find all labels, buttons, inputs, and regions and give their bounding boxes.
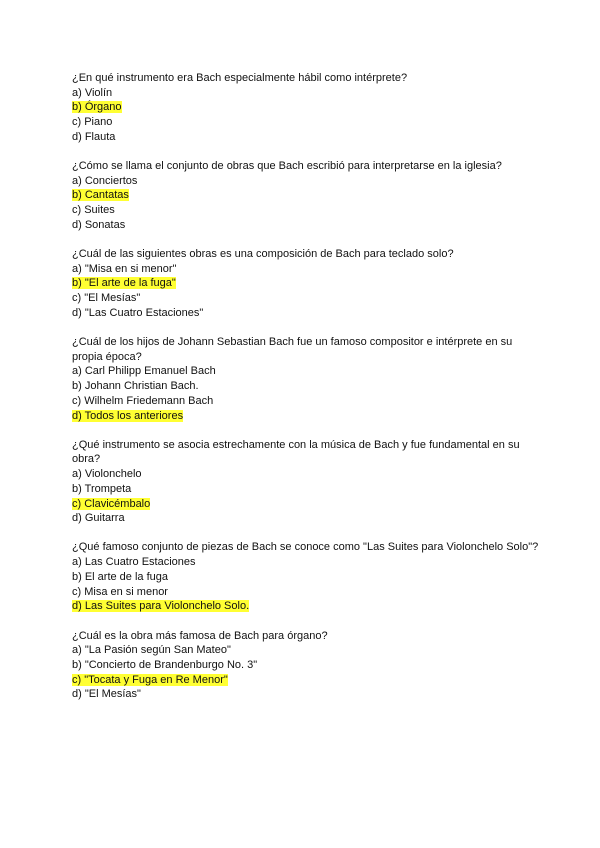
question-text: ¿En qué instrumento era Bach especialmente hábil como intérprete? (72, 72, 408, 84)
highlighted-answer: d) Las Suites para Violonchelo Solo. (72, 600, 250, 613)
question-block (72, 629, 540, 703)
option-text: d) Guitarra (72, 512, 125, 525)
option-text: b) El arte de la fuga (72, 570, 169, 583)
question-block (72, 438, 540, 526)
answer-option (72, 115, 540, 130)
answer-option (72, 570, 540, 585)
answer-option (72, 203, 540, 218)
answer-option (72, 643, 540, 658)
option-text: d) Flauta (72, 130, 116, 143)
answer-option (72, 364, 540, 379)
answer-option (72, 467, 540, 482)
answer-option (72, 218, 540, 233)
highlighted-answer: d) Todos los anteriores (72, 409, 184, 422)
highlighted-answer: b) Cantatas (72, 189, 129, 202)
question-block (72, 335, 540, 423)
answer-option-correct (72, 673, 540, 688)
option-text: b) Trompeta (72, 482, 132, 495)
option-text: d) Sonatas (72, 218, 126, 231)
option-text: c) Wilhelm Friedemann Bach (72, 394, 214, 407)
answer-option (72, 511, 540, 526)
option-text: a) Violín (72, 86, 113, 99)
question-block (72, 159, 540, 233)
answer-option (72, 585, 540, 600)
answer-option (72, 306, 540, 321)
answer-option (72, 86, 540, 101)
highlighted-answer: b) Órgano (72, 101, 122, 114)
question-block (72, 540, 540, 614)
question-text: ¿Cómo se llama el conjunto de obras que Bach escribió para interpretarse en la iglesia? (72, 160, 502, 173)
option-text: a) Conciertos (72, 174, 138, 187)
option-text: c) "El Mesías" (72, 292, 141, 305)
option-text: c) Misa en si menor (72, 585, 168, 598)
option-text: c) Suites (72, 204, 115, 217)
answer-option-correct (72, 188, 540, 203)
option-text: d) "El Mesías" (72, 688, 141, 701)
option-text: b) "Concierto de Brandenburgo No. 3" (72, 658, 258, 671)
highlighted-answer: c) "Tocata y Fuga en Re Menor" (72, 673, 228, 686)
question-block (72, 71, 540, 145)
option-text: a) Violonchelo (72, 468, 142, 481)
question-text: ¿Cuál de las siguientes obras es una composición de Bach para teclado solo? (72, 248, 454, 261)
answer-option-correct (72, 409, 540, 424)
option-text: a) Las Cuatro Estaciones (72, 556, 196, 569)
highlighted-answer: c) Clavicémbalo (72, 497, 151, 510)
answer-option (72, 555, 540, 570)
option-text: d) "Las Cuatro Estaciones" (72, 306, 204, 319)
question-text: ¿Cuál de los hijos de Johann Sebastian Bach fue un famoso compositor e intérprete en su propia época? (72, 336, 513, 363)
option-text: a) "Misa en si menor" (72, 262, 177, 275)
answer-option (72, 394, 540, 409)
answer-option (72, 687, 540, 702)
question-text: ¿Qué instrumento se asocia estrechamente con la música de Bach y fue fundamental en su obra? (72, 438, 520, 466)
answer-option (72, 291, 540, 306)
question-text: ¿Qué famoso conjunto de piezas de Bach se conoce como "Las Suites para Violonchelo Solo"? (72, 541, 539, 554)
option-text: a) "La Pasión según San Mateo" (72, 644, 231, 657)
option-text: a) Carl Philipp Emanuel Bach (72, 365, 216, 378)
answer-option (72, 658, 540, 673)
answer-option (72, 174, 540, 189)
highlighted-answer: b) "El arte de la fuga" (72, 277, 176, 290)
answer-option-correct (72, 497, 540, 512)
answer-option-correct (72, 276, 540, 291)
answer-option (72, 482, 540, 497)
answer-option (72, 262, 540, 277)
answer-option-correct (72, 100, 540, 115)
question-text: ¿Cuál es la obra más famosa de Bach para órgano? (72, 629, 328, 642)
answer-option-correct (72, 599, 540, 614)
question-block (72, 247, 540, 321)
answer-option (72, 379, 540, 394)
option-text: b) Johann Christian Bach. (72, 380, 199, 393)
option-text: c) Piano (72, 116, 113, 129)
answer-option (72, 130, 540, 145)
quiz-content (72, 71, 540, 717)
